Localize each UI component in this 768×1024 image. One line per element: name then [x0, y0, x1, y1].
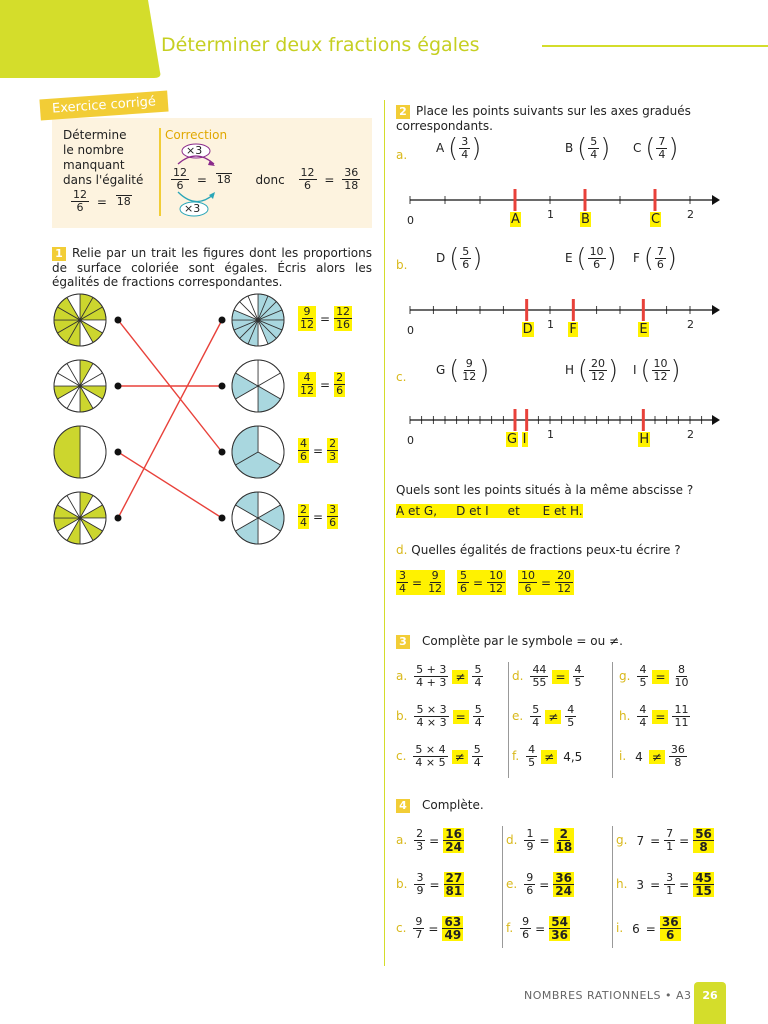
fraction: $\frac{9}{6}$ [522, 915, 530, 941]
point-name: D [436, 251, 450, 265]
item-letter: e. [506, 877, 518, 891]
left-dot-1[interactable] [115, 317, 122, 324]
tick-label: 0 [407, 434, 414, 447]
right-dot-3[interactable] [219, 449, 226, 456]
fraction: $\frac{3}{9}$ [416, 871, 424, 897]
equals-sign: = [679, 833, 690, 848]
point-name: B [565, 141, 578, 155]
point-e-label [565, 243, 617, 274]
point-b-label [565, 133, 611, 164]
equals-sign: = [650, 833, 661, 848]
exercise-1-figures [40, 286, 295, 556]
ex1-equality-2 [297, 372, 346, 397]
value: 6 [632, 921, 640, 936]
ex2-d-equality-3 [518, 570, 574, 595]
equals-sign: = [535, 921, 546, 936]
fraction: $\frac{9}{6}$ [526, 871, 534, 897]
fraction: $\frac{45}{15}$ [695, 871, 712, 898]
answer-symbol: ≠ [452, 670, 468, 684]
fraction: $\frac{5}{4}$ [474, 703, 482, 729]
mark-label-b: B [581, 212, 590, 227]
paren: ) [608, 355, 619, 386]
paren: ) [479, 355, 490, 386]
fraction: $\frac{9}{7}$ [415, 915, 423, 941]
equals-sign: = [679, 877, 690, 892]
ex3-item-h [619, 704, 691, 729]
item-letter: b. [396, 709, 408, 723]
paren: ( [577, 355, 588, 386]
item-letter: h. [619, 709, 631, 723]
paren: ) [606, 243, 617, 274]
ex3-item-e [512, 704, 577, 729]
mark-label-i: I [522, 432, 527, 447]
answer-symbol: = [652, 710, 668, 724]
value: 7 [636, 833, 645, 848]
equals-sign: = [412, 575, 423, 590]
tick-label: 1 [547, 428, 554, 441]
mark-label-d: D [522, 322, 533, 337]
footer-text: NOMBRES RATIONNELS • A3 [524, 989, 692, 1002]
correction-divider [159, 128, 161, 216]
mark-label-f: F [569, 322, 577, 337]
equals-sign: = [539, 877, 550, 892]
ex4-separator-1 [502, 826, 503, 948]
item-letter: a. [396, 833, 408, 847]
correction-equation: $\frac{12}{6}$ = 18 donc $\frac{12}{6}$ = $\frac{36}{18}$ [173, 166, 359, 192]
left-pie-3 [54, 426, 106, 478]
answer-symbol: ≠ [452, 750, 468, 764]
item-letter: b. [396, 877, 408, 891]
ex3-item-d [512, 664, 585, 689]
fraction: $\frac{9}{12}$ [428, 569, 443, 595]
item-letter: h. [616, 877, 628, 891]
fraction: $\frac{5 + 3}{4 + 3}$ [416, 663, 447, 689]
fraction: $\frac{5}{6}$ [460, 569, 467, 595]
fraction: $\frac{2}{18}$ [555, 827, 573, 854]
page-title: Déterminer deux fractions égales [161, 34, 480, 56]
fraction: $\frac{11}{11}$ [674, 703, 689, 729]
fraction: $\frac{7}{6}$ [656, 245, 664, 271]
paren: ) [600, 133, 611, 164]
item-letter: f. [512, 749, 520, 763]
fraction: $\frac{20}{12}$ [591, 357, 605, 383]
fraction: $\frac{9}{12}$ [462, 357, 477, 383]
ex4-item-i [616, 916, 682, 941]
item-letter: i. [616, 921, 624, 935]
ex4-item-c [396, 916, 464, 941]
left-dot-2[interactable] [115, 383, 122, 390]
fraction: $\frac{9}{12}$ [300, 305, 314, 331]
exercise-2-answer: A et G, D et I et E et H. [396, 504, 583, 518]
equals-sign: = [313, 443, 324, 458]
answer-symbol: = [652, 670, 668, 684]
number-line-3 [400, 400, 740, 450]
item-letter: a. [396, 669, 408, 683]
tick-label: 2 [687, 428, 694, 441]
fraction: $\frac{8}{10}$ [674, 663, 689, 689]
answer-symbol: ≠ [649, 750, 665, 764]
exercise-1-number: 1 [52, 247, 66, 261]
equals-sign: = [429, 877, 440, 892]
ex3-item-i [619, 744, 688, 769]
fraction: $\frac{3}{4}$ [461, 135, 469, 161]
right-pie-4 [232, 492, 284, 544]
ex1-equality-3 [297, 438, 339, 463]
fraction: $\frac{36}{6}$ [661, 915, 679, 942]
fraction: $\frac{10}{12}$ [489, 569, 504, 595]
item-letter: c. [396, 749, 407, 763]
ex3-item-f [512, 744, 585, 769]
paren: ( [449, 355, 460, 386]
paren: ) [472, 243, 483, 274]
fraction: $\frac{4}{4}$ [639, 703, 647, 729]
times-3-top: ×3 [186, 144, 203, 157]
fraction: $\frac{5}{4}$ [474, 663, 482, 689]
axis-letter: b. [396, 258, 408, 272]
mark-label-h: H [639, 432, 650, 447]
fraction: $\frac{3}{1}$ [666, 871, 674, 897]
ex4-item-d [506, 828, 575, 853]
fraction: $\frac{12}{16}$ [336, 305, 351, 331]
answer-symbol: = [453, 710, 469, 724]
point-name: I [633, 363, 641, 377]
tick-label: 2 [687, 208, 694, 221]
fraction: $\frac{2}{3}$ [416, 827, 424, 853]
right-dot-2[interactable] [219, 383, 226, 390]
equals-sign: = [320, 377, 331, 392]
paren: ( [449, 243, 460, 274]
paren: ( [576, 243, 587, 274]
ex4-item-f [506, 916, 571, 941]
point-name: E [565, 251, 577, 265]
right-pie-2 [232, 360, 284, 412]
point-d-label [436, 243, 483, 274]
equals-sign: = [645, 921, 656, 936]
item-letter: c. [396, 921, 407, 935]
ex3-item-c [396, 744, 484, 769]
exercise-2-question: Quels sont les points situés à la même abscisse ? [396, 483, 694, 497]
item-letter: f. [506, 921, 514, 935]
fraction: $\frac{36}{8}$ [670, 743, 685, 769]
axis-letter: a. [396, 148, 408, 162]
item-letter: d. [512, 669, 524, 683]
equals-sign: = [650, 877, 661, 892]
answer-symbol: ≠ [541, 750, 557, 764]
exercise-3-number: 3 [396, 635, 410, 649]
ex3-separator-2 [612, 662, 613, 778]
equals-sign: = [473, 575, 484, 590]
ex1-equality-4 [297, 504, 339, 529]
exercise-2-d: d. Quelles égalités de fractions peux-tu écrire ? [396, 543, 681, 557]
point-f-label [633, 243, 678, 274]
equals-sign: = [539, 833, 550, 848]
fraction: $\frac{3}{6}$ [329, 503, 337, 529]
column-separator [384, 100, 385, 966]
fraction: $\frac{7}{1}$ [666, 827, 674, 853]
mark-label-c: C [651, 212, 661, 227]
ex3-item-g [619, 664, 692, 689]
fraction: $\frac{2}{3}$ [329, 437, 337, 463]
right-dot-4[interactable] [219, 515, 226, 522]
exercise-2-number: 2 [396, 105, 410, 119]
link-line-4 [118, 320, 222, 518]
left-pie-2 [54, 360, 106, 412]
tick-label: 1 [547, 208, 554, 221]
left-pie-4 [54, 492, 106, 544]
paren: ) [666, 243, 678, 274]
point-name: H [565, 363, 578, 377]
value: 4 [635, 749, 643, 764]
mark-label-g: G [507, 432, 518, 447]
fraction: $\frac{4}{5}$ [639, 663, 647, 689]
tick-label: 0 [407, 324, 414, 337]
axis-letter: c. [396, 370, 407, 384]
ex3-item-a [396, 664, 484, 689]
ex4-item-b [396, 872, 465, 897]
point-h-label [565, 355, 619, 386]
left-dot-3[interactable] [115, 449, 122, 456]
exercise-2-statement: 2 Place les points suivants sur les axes gradués correspondants. [396, 104, 691, 133]
fraction: $\frac{7}{4}$ [658, 135, 666, 161]
ex2-d-equality-1 [396, 570, 445, 595]
ex4-item-g [616, 828, 715, 853]
paren: ) [668, 133, 679, 164]
correction-label: Correction [165, 128, 228, 142]
value: 3 [636, 877, 645, 892]
fraction: $\frac{5 \times 3}{4 \times 3}$ [416, 703, 447, 729]
ex1-equality-1 [297, 306, 353, 331]
fraction: $\frac{2}{6}$ [336, 371, 344, 397]
corrected-prompt: Détermine le nombre manquant dans l'égalité [63, 128, 144, 187]
equals-sign: = [541, 575, 552, 590]
fraction: $\frac{5}{4}$ [473, 743, 481, 769]
right-dot-1[interactable] [219, 317, 226, 324]
tick-label: 0 [407, 214, 414, 227]
paren: ( [645, 133, 656, 164]
fraction: $\frac{63}{49}$ [444, 915, 462, 942]
mark-label-a: A [511, 212, 520, 227]
paren: ) [670, 355, 681, 386]
right-pie-1 [232, 294, 284, 346]
fraction: $\frac{10}{12}$ [653, 357, 668, 383]
fraction: $\frac{2}{4}$ [300, 503, 307, 529]
paren: ( [643, 243, 654, 274]
paren: ) [471, 133, 482, 164]
mark-label-e: E [639, 322, 648, 337]
fraction: $\frac{5}{6}$ [462, 245, 470, 271]
exercise-4-number: 4 [396, 799, 410, 813]
paren: ( [448, 133, 459, 164]
fraction: $\frac{10}{6}$ [589, 245, 604, 271]
page-number: 26 [702, 989, 718, 1002]
fraction: $\frac{4}{12}$ [300, 371, 314, 397]
fraction: $\frac{4}{5}$ [528, 743, 536, 769]
equals-sign: = [320, 311, 331, 326]
ex2-d-equality-2 [457, 570, 506, 595]
fraction: $\frac{5}{4}$ [532, 703, 540, 729]
paren: ( [640, 355, 651, 386]
item-letter: g. [616, 833, 628, 847]
fraction: $\frac{4}{5}$ [574, 663, 582, 689]
number-line-1 [400, 180, 740, 230]
point-name: F [633, 251, 644, 265]
equals-sign: = [429, 833, 440, 848]
point-g-label [436, 355, 490, 386]
point-name: A [436, 141, 449, 155]
point-name: G [436, 363, 450, 377]
ex4-item-a [396, 828, 465, 853]
value: 4,5 [563, 749, 583, 764]
fraction: $\frac{27}{81}$ [445, 871, 463, 898]
answer-symbol: ≠ [545, 710, 561, 724]
ex4-item-e [506, 872, 575, 897]
ex3-item-b [396, 704, 485, 729]
exercise-1-statement: 1 Relie par un trait les figures dont les proportions de surface coloriée sont égales. Écris alors les égalités de fractions correspondantes. [52, 246, 372, 289]
fraction: $\frac{54}{36}$ [551, 915, 568, 942]
point-c-label [633, 133, 679, 164]
fraction: $\frac{16}{24}$ [445, 827, 462, 854]
item-letter: d. [506, 833, 518, 847]
fraction: $\frac{56}{8}$ [695, 827, 712, 854]
right-pie-3 [232, 426, 284, 478]
fraction: $\frac{20}{12}$ [557, 569, 572, 595]
exercise-4-statement: 4 Complète. [396, 798, 484, 813]
corrected-equation: $\frac{12}{6}$ = 18 [73, 188, 131, 214]
point-name: C [633, 141, 646, 155]
fraction: $\frac{4}{6}$ [300, 437, 307, 463]
ex4-separator-2 [612, 826, 613, 948]
point-a-label [436, 133, 482, 164]
left-pie-1 [54, 294, 106, 346]
fraction: $\frac{36}{24}$ [555, 871, 572, 898]
answer-symbol: = [552, 670, 568, 684]
paren: ( [577, 133, 588, 164]
fraction: $\frac{44}{55}$ [532, 663, 547, 689]
fraction: $\frac{5 \times 4}{4 \times 5}$ [415, 743, 446, 769]
point-i-label [633, 355, 681, 386]
equals-sign: = [313, 509, 324, 524]
ex4-item-h [616, 872, 715, 897]
item-letter: g. [619, 669, 631, 683]
corrected-exercise-tag: Exercice corrigé [39, 91, 168, 121]
tick-label: 2 [687, 318, 694, 331]
fraction: $\frac{3}{4}$ [399, 569, 406, 595]
fraction: $\frac{1}{9}$ [526, 827, 534, 853]
fraction: $\frac{10}{6}$ [521, 569, 535, 595]
exercise-3-statement: 3 Complète par le symbole = ou ≠. [396, 634, 623, 649]
tick-label: 1 [547, 318, 554, 331]
item-letter: i. [619, 749, 627, 763]
fraction: $\frac{5}{4}$ [590, 135, 598, 161]
equals-sign: = [428, 921, 439, 936]
left-dot-4[interactable] [115, 515, 122, 522]
fraction: $\frac{4}{5}$ [567, 703, 575, 729]
times-3-bottom: ×3 [184, 202, 201, 215]
ex3-separator-1 [508, 662, 509, 778]
item-letter: e. [512, 709, 524, 723]
link-line-3 [118, 452, 222, 518]
